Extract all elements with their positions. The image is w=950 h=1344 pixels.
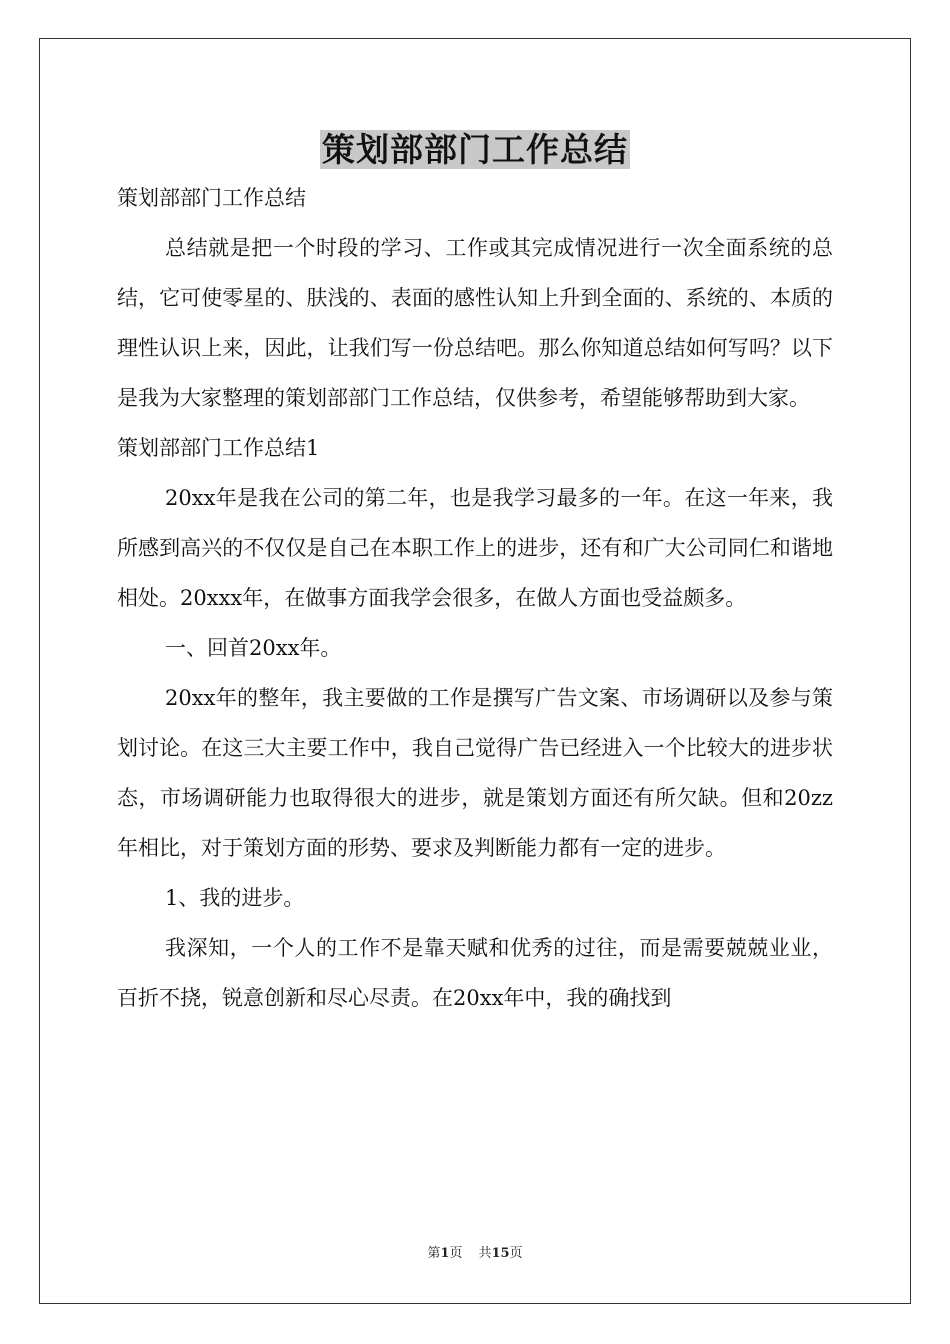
- page-title-text: 策划部部门工作总结: [322, 130, 628, 169]
- page-title: [0, 124, 950, 176]
- page-unit: 页: [449, 1246, 463, 1261]
- body-paragraph: 20xx年的整年，我主要做的工作是撰写广告文案、市场调研以及参与策划讨论。在这三大主要工作中，我自己觉得广告已经进入一个比较大的进步状态，市场调研能力也取得很大的进步，就是策划方面还有所欠缺。但和20zz年相比，对于策划方面的形势、要求及判断能力都有一定的进步。: [117, 686, 833, 860]
- total-page-count: 15: [491, 1246, 510, 1261]
- subsection-heading: 1、我的进步。: [165, 886, 305, 910]
- total-unit: 页: [509, 1246, 523, 1261]
- document-body: [117, 173, 833, 1023]
- body-paragraph: 20xx年是我在公司的第二年，也是我学习最多的一年。在这一年来，我所感到高兴的不仅仅是自己在本职工作上的进步，还有和广大公司同仁和谐地相处。20xxx年，在做事方面我学会很多，在做人方面也受益颇多。: [117, 486, 833, 610]
- total-prefix: 共: [478, 1246, 492, 1261]
- subtitle-paragraph: 策划部部门工作总结: [117, 186, 306, 210]
- page-footer: [0, 1244, 950, 1264]
- body-paragraph: 我深知，一个人的工作不是靠天赋和优秀的过往，而是需要兢兢业业，百折不挠，锐意创新和尽心尽责。在20xx年中，我的确找到: [117, 936, 833, 1010]
- current-page-number: 1: [440, 1246, 450, 1261]
- page-prefix: 第: [427, 1246, 441, 1261]
- subsection-heading: 一、回首20xx年。: [165, 636, 342, 660]
- intro-paragraph: 总结就是把一个时段的学习、工作或其完成情况进行一次全面系统的总结，它可使零星的、肤浅的、表面的感性认知上升到全面的、系统的、本质的理性认识上来，因此，让我们写一份总结吧。那么你知道总结如何写吗？以下是我为大家整理的策划部部门工作总结，仅供参考，希望能够帮助到大家。: [117, 236, 833, 410]
- section-heading: 策划部部门工作总结1: [117, 436, 320, 460]
